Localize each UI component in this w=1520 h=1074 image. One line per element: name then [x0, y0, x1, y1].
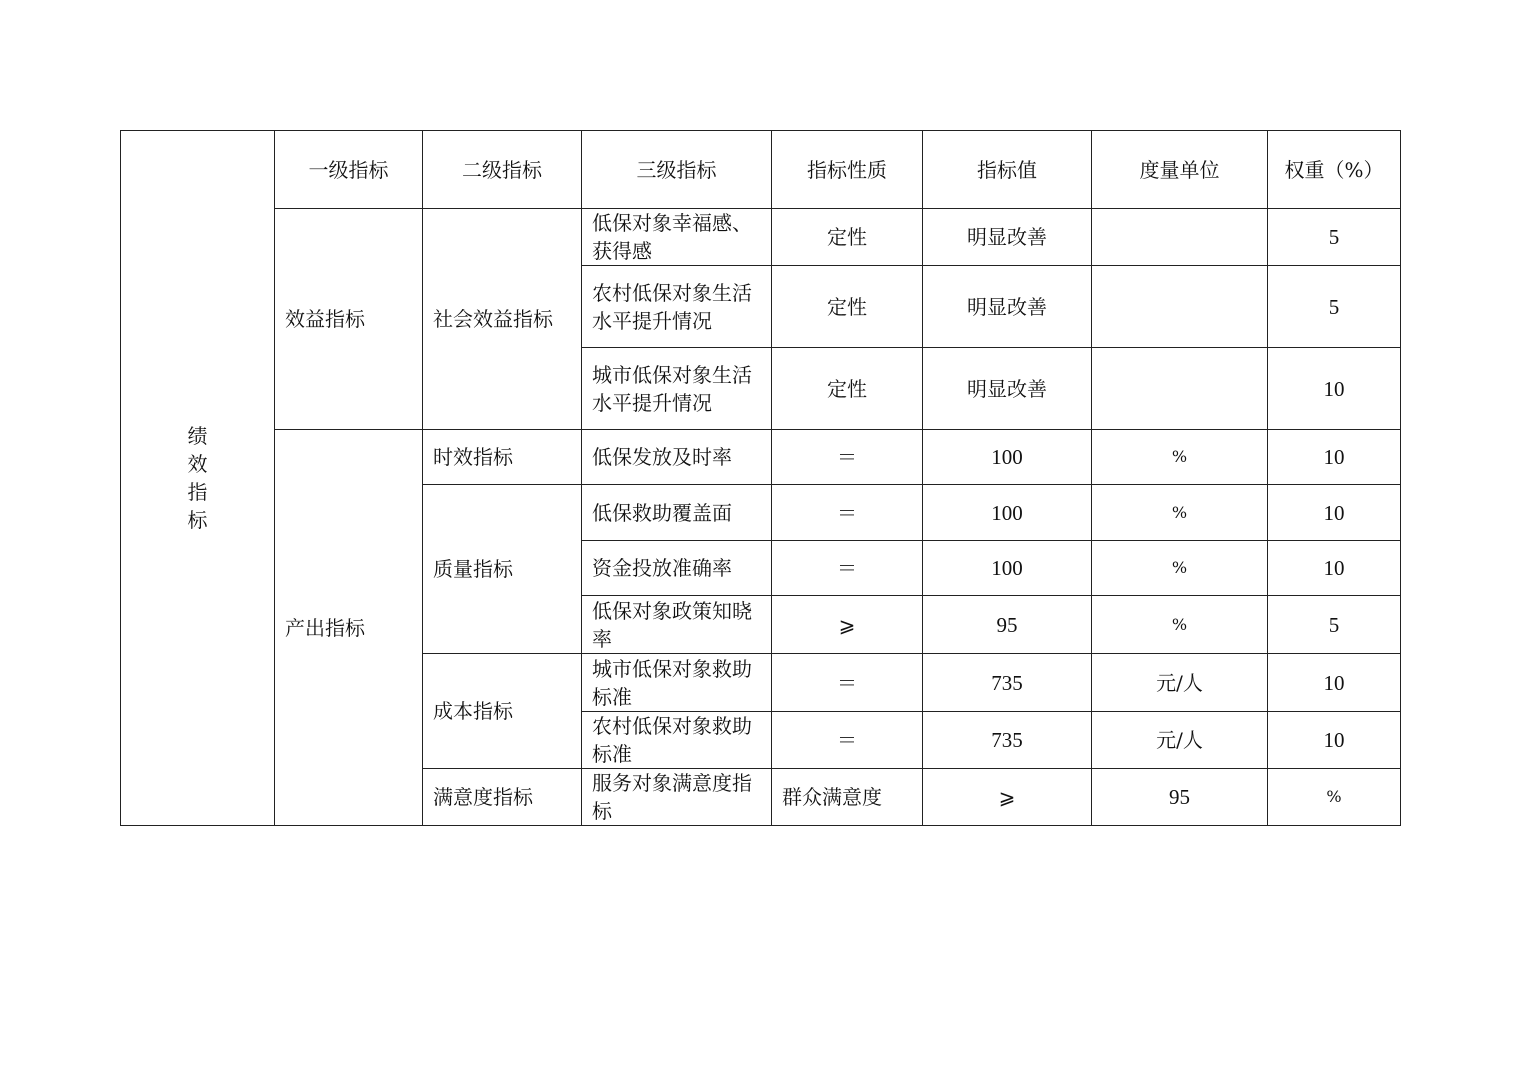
level3-cell: 低保对象幸福感、获得感: [582, 209, 772, 266]
weight-cell: 10: [1268, 485, 1401, 541]
weight-cell: 10: [1268, 654, 1401, 712]
section-label-char: 指: [187, 480, 208, 504]
nature-cell: ＝: [772, 430, 923, 485]
header-unit: 度量单位: [1092, 131, 1268, 209]
weight-cell: 5: [1268, 209, 1401, 266]
value-cell: 明显改善: [923, 209, 1092, 266]
header-level1: 一级指标: [275, 131, 423, 209]
unit-cell: 元/人: [1092, 712, 1268, 769]
nature-cell: 定性: [772, 266, 923, 348]
section-label-cell: [121, 131, 275, 826]
level3-cell: 低保发放及时率: [582, 430, 772, 485]
level3-cell: 农村低保对象生活水平提升情况: [582, 266, 772, 348]
weight-cell: 10: [1268, 348, 1401, 430]
level2-cell: 社会效益指标: [423, 209, 582, 430]
header-value: 指标值: [923, 131, 1092, 209]
level3-cell: 农村低保对象救助标准: [582, 712, 772, 769]
weight-cell: 10: [1268, 430, 1401, 485]
value-cell: 735: [923, 654, 1092, 712]
nature-cell: ＝: [772, 712, 923, 769]
unit-cell: %: [1092, 541, 1268, 596]
nature-cell: ＝: [772, 541, 923, 596]
unit-cell: 元/人: [1092, 654, 1268, 712]
nature-cell: ⩾: [923, 769, 1092, 826]
table-row: [121, 209, 1401, 266]
unit-cell: [1092, 209, 1268, 266]
level3-cell: 城市低保对象救助标准: [582, 654, 772, 712]
nature-cell: 定性: [772, 348, 923, 430]
level2-cell: 时效指标: [423, 430, 582, 485]
level2-cell: 服务对象满意度指标: [582, 769, 772, 826]
nature-cell: ⩾: [772, 596, 923, 654]
value-cell: 100: [923, 541, 1092, 596]
unit-cell: %: [1268, 769, 1401, 826]
unit-cell: %: [1092, 485, 1268, 541]
weight-cell: 5: [1268, 596, 1401, 654]
unit-cell: [1092, 348, 1268, 430]
level2-cell: 成本指标: [423, 654, 582, 769]
level3-cell: 城市低保对象生活水平提升情况: [582, 348, 772, 430]
nature-cell: ＝: [772, 485, 923, 541]
section-label-char: 标: [187, 508, 208, 532]
level3-cell: 低保救助覆盖面: [582, 485, 772, 541]
weight-cell: 10: [1268, 541, 1401, 596]
level1-cell: 满意度指标: [423, 769, 582, 826]
header-weight: 权重（%）: [1268, 131, 1401, 209]
value-cell: 100: [923, 430, 1092, 485]
weight-cell: 5: [1268, 266, 1401, 348]
value-cell: 明显改善: [923, 348, 1092, 430]
table-header-row: [121, 131, 1401, 209]
value-cell: 735: [923, 712, 1092, 769]
level1-cell: 产出指标: [275, 430, 423, 826]
weight-cell: 10: [1268, 712, 1401, 769]
header-level2: 二级指标: [423, 131, 582, 209]
level3-cell: 群众满意度: [772, 769, 923, 826]
performance-indicator-table: [120, 130, 1401, 826]
section-label-char: 绩: [187, 424, 208, 448]
nature-cell: 定性: [772, 209, 923, 266]
header-level3: 三级指标: [582, 131, 772, 209]
table-row: [121, 430, 1401, 485]
level2-cell: 质量指标: [423, 485, 582, 654]
level3-cell: 低保对象政策知晓率: [582, 596, 772, 654]
value-cell: 95: [1092, 769, 1268, 826]
unit-cell: %: [1092, 596, 1268, 654]
level3-cell: 资金投放准确率: [582, 541, 772, 596]
value-cell: 95: [923, 596, 1092, 654]
value-cell: 明显改善: [923, 266, 1092, 348]
nature-cell: ＝: [772, 654, 923, 712]
section-label-char: 效: [187, 452, 208, 476]
value-cell: 100: [923, 485, 1092, 541]
level1-cell: 效益指标: [275, 209, 423, 430]
unit-cell: [1092, 266, 1268, 348]
header-nature: 指标性质: [772, 131, 923, 209]
unit-cell: %: [1092, 430, 1268, 485]
